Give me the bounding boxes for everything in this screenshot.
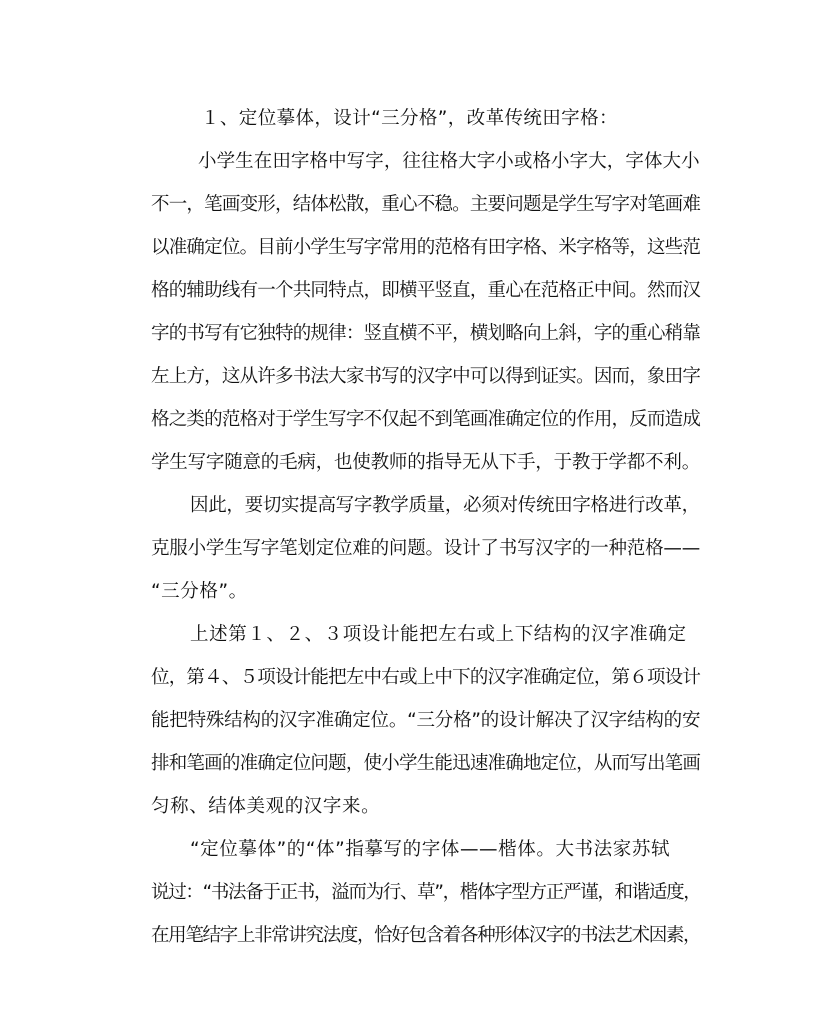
paragraph-2-line-2: 克服小学生写字笔划定位难的问题。设计了书写汉字的一种范格—— [151,538,701,559]
paragraph-1-line-2: 不一，笔画变形，结体松散，重心不稳。主要问题是学生写字对笔画难 [151,194,701,215]
paragraph-4-line-1: “定位摹体”的“体”指摹写的字体——楷体。大书法家苏轼 [190,839,671,860]
paragraph-1-line-5: 字的书写有它独特的规律：竖直横不平，横划略向上斜，字的重心稍靠 [151,323,701,344]
section-heading: １、定位摹体，设计“三分格”，改革传统田字格： [201,108,618,129]
paragraph-2-line-3: “三分格”。 [151,581,248,602]
paragraph-1-line-4: 格的辅助线有一个共同特点，即横平竖直，重心在范格正中间。然而汉 [151,280,701,301]
paragraph-1-line-8: 学生写字随意的毛病，也使教师的指导无从下手，于教于学都不利。 [151,452,701,473]
paragraph-2-line-1: 因此，要切实提高写字教学质量，必须对传统田字格进行改革， [190,495,700,516]
paragraph-3-line-5: 匀称、结体美观的汉字来。 [151,796,381,817]
paragraph-1-line-1: 小学生在田字格中写字，往往格大字小或格小字大，字体大小 [198,151,700,172]
paragraph-4-line-3: 在用笔结字上非常讲究法度，恰好包含着各种形体汉字的书法艺术因素， [151,925,701,946]
paragraph-3-line-1: 上述第１、２、３项设计能把左右或上下结构的汉字准确定 [190,624,687,645]
paragraph-1-line-7: 格之类的范格对于学生写字不仅起不到笔画准确定位的作用，反而造成 [151,409,701,430]
paragraph-3-line-4: 排和笔画的准确定位问题，使小学生能迅速准确地定位，从而写出笔画 [151,753,701,774]
paragraph-3-line-3: 能把特殊结构的汉字准确定位。“三分格”的设计解决了汉字结构的安 [151,710,701,731]
paragraph-3-line-2: 位，第４、５项设计能把左中右或上中下的汉字准确定位，第６项设计 [151,667,701,688]
paragraph-4-line-2: 说过：“书法备于正书，溢而为行、草”，楷体字型方正严谨，和谐适度， [151,882,701,903]
paragraph-1-line-6: 左上方，这从许多书法大家书写的汉字中可以得到证实。因而，象田字 [151,366,701,387]
paragraph-1-line-3: 以准确定位。目前小学生写字常用的范格有田字格、米字格等，这些范 [151,237,701,258]
